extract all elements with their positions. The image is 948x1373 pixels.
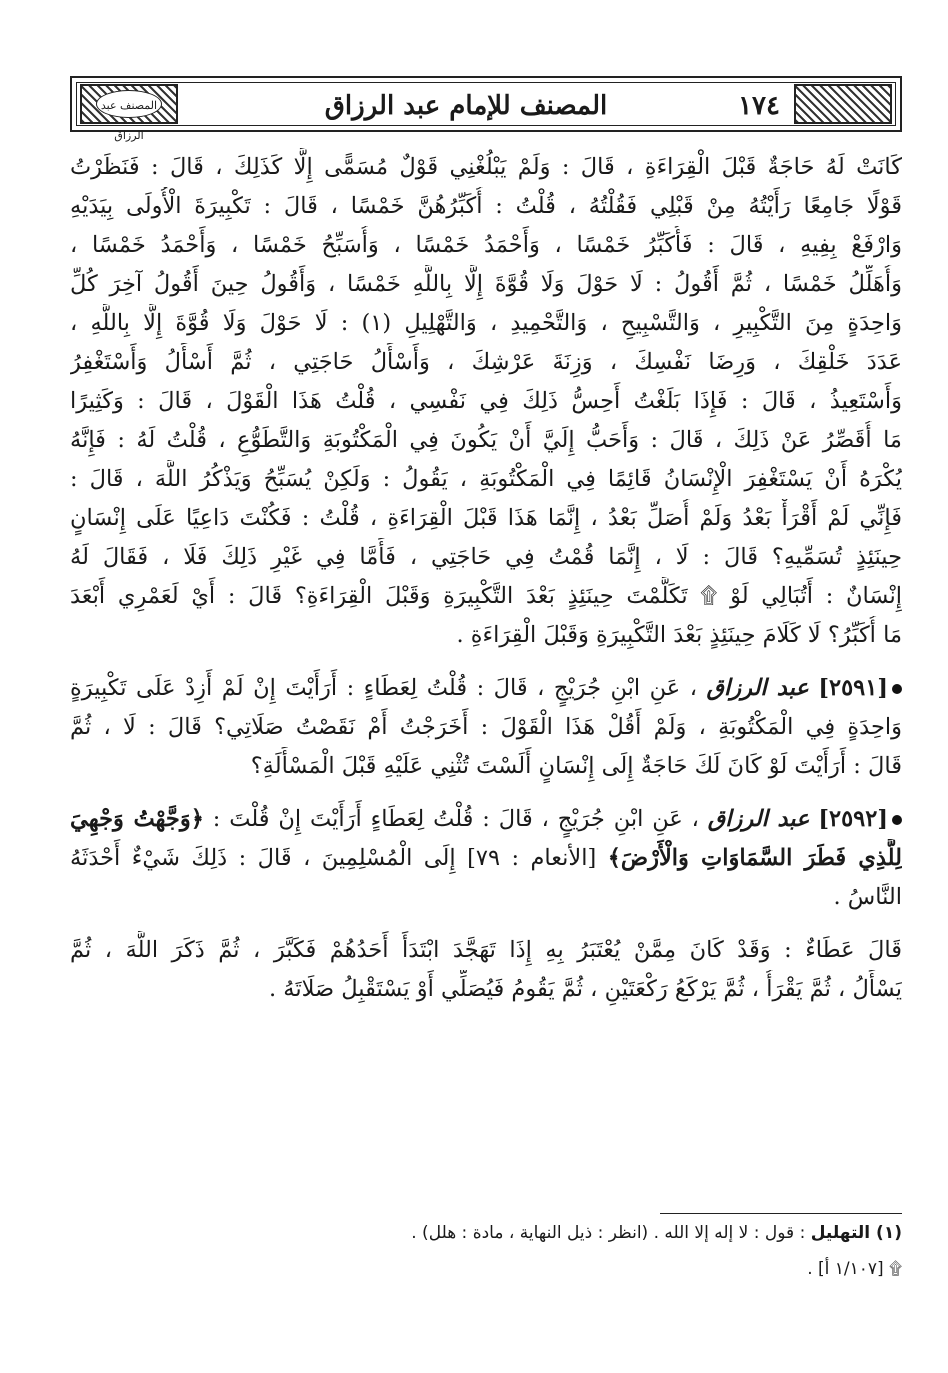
text-line: وَأُهَلِّلُ خَمْسًا ، ثُمَّ أَقُولُ : لَا حَوْلَ وَلَا قُوَّةَ إِلَّا بِاللَّهِ خَمْسًا ، وَأَقُولُ حِينَ أَقُولُ آخِرَ كُلِّ	[70, 271, 902, 297]
page-header	[70, 76, 902, 142]
quran-quote: ﴿وَجَّهْتُ وَجْهِيَ	[70, 806, 204, 832]
hadith-text: ، عَنِ ابْنِ جُرَيْجٍ ، قَالَ : قُلْتُ لِعَطَاءٍ : أَرَأَيْتَ إِنْ لَمْ أَزِدْ عَلَى تَكْبِيرَةٍ	[70, 675, 697, 701]
footnote-2: ۩ [١/١٠٧ أ] .	[807, 1259, 902, 1279]
text-line: عَدَدَ خَلْقِكَ ، وَرِضَا نَفْسِكَ ، وَزِنَةَ عَرْشِكَ ، وَأَسْأَلُ حَاجَتِي ، ثُمَّ أَسْأَلُ وَأَسْتَغْفِرُ	[70, 349, 902, 375]
text-line: النَّاسُ .	[833, 884, 902, 910]
text-line: وَارْفَعْ بِفِيهِ ، قَالَ : فَأُكَبِّرُ خَمْسًا ، وَأَحْمَدُ خَمْسًا ، وَأُسَبِّحُ خَمْسًا ، وَأَحْمَدُ خَمْسًا ،	[70, 232, 902, 258]
narrator-name: عبد الرزاق	[707, 806, 810, 832]
header-ornament-right	[794, 84, 892, 124]
quran-quote: لِلَّذِي فَطَرَ السَّمَاوَاتِ وَالْأَرْضَ﴾	[607, 845, 902, 871]
text-line: وَاحِدَةٍ مِنَ التَّكْبِيرِ ، وَالتَّسْبِيحِ ، وَالتَّحْمِيدِ ، وَالتَّهْلِيلِ (١) : لَا حَوْلَ وَلَا قُوَّةَ إِلَّا بِاللَّهِ ،	[70, 310, 902, 336]
text-line: كَانَتْ لَهُ حَاجَةٌ قَبْلَ الْقِرَاءَةِ ، قَالَ : وَلَمْ يَبْلُغْنِي قَوْلٌ مُسَمًّى إِلَّا كَذَلِكَ ، قَالَ : فَنَظَرْتُ	[70, 154, 902, 180]
hadith-number: [٢٥٩١]	[818, 675, 888, 701]
text-line: إِنْسَانٌ : أَتُبَالِي لَوْ ۩ تَكَلَّمْتَ حِينَئِذٍ بَعْدَ التَّكْبِيرَةِ وَقَبْلَ الْقِرَاءَةِ؟ قَالَ : أَيْ لَعَمْرِي أَبْعَدَ	[70, 583, 902, 609]
text-line: وَأَسْتَعِيذُ ، قَالَ : فَإِذَا بَلَغْتُ أَحِسُّ ذَلِكَ فِي نَفْسِي ، قُلْتُ هَذَا الْقَوْلَ ، قَالَ : وَكَثِيرًا	[70, 388, 902, 414]
bullet-icon	[892, 684, 902, 694]
text-line: وَاحِدَةٍ فِي الْمَكْتُوبَةِ ، وَلَمْ أَقُلْ هَذَا الْقَوْلَ : أَخَرَجْتُ أَمْ نَقَصْتُ صَلَاتِي؟ قَالَ : لَا ، ثُمَّ	[70, 714, 902, 740]
text-line: قَوْلًا جَامِعًا رَأَيْتُهُ مِنْ قَبْلِي فَقُلْتُهُ ، قُلْتُ : أُكَبِّرُهُنَّ خَمْسًا ، قَالَ : تَكْبِيرَةَ الْأُولَى بِيَدَيْهِ	[70, 193, 902, 219]
hadith-2592	[70, 800, 902, 917]
text-line: حِينَئِذٍ تُسَمِّيهِ؟ قَالَ : لَا ، إِنَّمَا قُمْتُ فِي حَاجَتِي ، فَأَمَّا فِي غَيْرِ ذَلِكَ فَلَا ، فَقَالَ لَهُ	[70, 544, 902, 570]
narrator-name: عبد الرزاق	[706, 675, 809, 701]
hadith-number: [٢٥٩٢]	[818, 806, 888, 832]
text-line: مَا أُكَبِّرُ؟ لَا كَلَامَ حِينَئِذٍ بَعْدَ التَّكْبِيرَةِ وَقَبْلَ الْقِرَاءَةِ .	[456, 622, 902, 648]
text-line: قَالَ : أَرَأَيْتَ لَوْ كَانَ لَكَ حَاجَةٌ إِلَى إِنْسَانٍ أَلَسْتَ تُثْنِي عَلَيْهِ قَبْلَ الْمَسْأَلَةِ؟	[250, 753, 902, 779]
header-ornament-left	[80, 84, 178, 142]
text-line: قَالَ عَطَاءٌ : وَقَدْ كَانَ مِمَّنْ يُعْتَبَرُ بِهِ إِذَا تَهَجَّدَ ابْتَدَأَ أَحَدُهُمْ فَكَبَّرَ ، ثُمَّ ذَكَرَ اللَّهَ ، ثُمَّ	[70, 937, 902, 963]
hadith-2591	[70, 669, 902, 786]
text-line: يُكْرَهُ أَنْ يَسْتَغْفِرَ الْإِنْسَانُ قَائِمًا فِي الْمَكْتُوبَةِ ، يَقُولُ : وَلَكِنْ يُسَبِّحُ وَيَذْكُرُ اللَّهَ ، قَالَ :	[70, 466, 902, 492]
page-body	[70, 148, 902, 1009]
footnote-1	[70, 1220, 902, 1246]
page-number: ١٧٤	[738, 91, 780, 121]
text-line: فَإِنِّي لَمْ أَقْرَأْ بَعْدُ وَلَمْ أُصَلِّ بَعْدُ ، إِنَّمَا هَذَا قَبْلَ الْقِرَاءَةِ ، قُلْتُ : فَكُنْتَ دَاعِيًا عَلَى إِنْسَانٍ	[70, 505, 902, 531]
bullet-icon	[892, 815, 902, 825]
running-title: المصنف للإمام عبد الرزاق	[324, 91, 608, 121]
footnote-text: : قول : لا إله إلا الله . (انظر : ذيل النهاية ، مادة : هلل) .	[411, 1223, 806, 1243]
text-line: مَا أُقَصِّرُ عَنْ ذَلِكَ ، قَالَ : وَأَحَبُّ إِلَيَّ أَنْ يَكُونَ فِي الْمَكْتُوبَةِ وَالتَّطَوُّعِ ، قُلْتُ لَهُ : فَإِنَّهُ	[70, 427, 902, 453]
ornament-badge-text: المصنف عبد الرزاق	[96, 90, 162, 118]
footnote-label: (١) التهليل	[810, 1223, 902, 1243]
ata-statement	[70, 931, 902, 1009]
hadith-text: [الأنعام : ٧٩] إِلَى الْمُسْلِمِينَ ، قَالَ : ذَلِكَ شَيْءٌ أَحْدَثَهُ	[70, 845, 597, 871]
footnote-separator	[660, 1213, 902, 1214]
hadith-text: ، عَنِ ابْنِ جُرَيْجٍ ، قَالَ : قُلْتُ لِعَطَاءٍ أَرَأَيْتَ إِنْ قُلْتَ :	[212, 806, 699, 832]
text-line: يَسْأَلُ ، ثُمَّ يَقْرَأُ ، ثُمَّ يَرْكَعُ رَكْعَتَيْنِ ، ثُمَّ يَقُومُ فَيُصَلِّي أَوْ يَسْتَقْبِلُ صَلَاتَهُ .	[268, 976, 902, 1002]
